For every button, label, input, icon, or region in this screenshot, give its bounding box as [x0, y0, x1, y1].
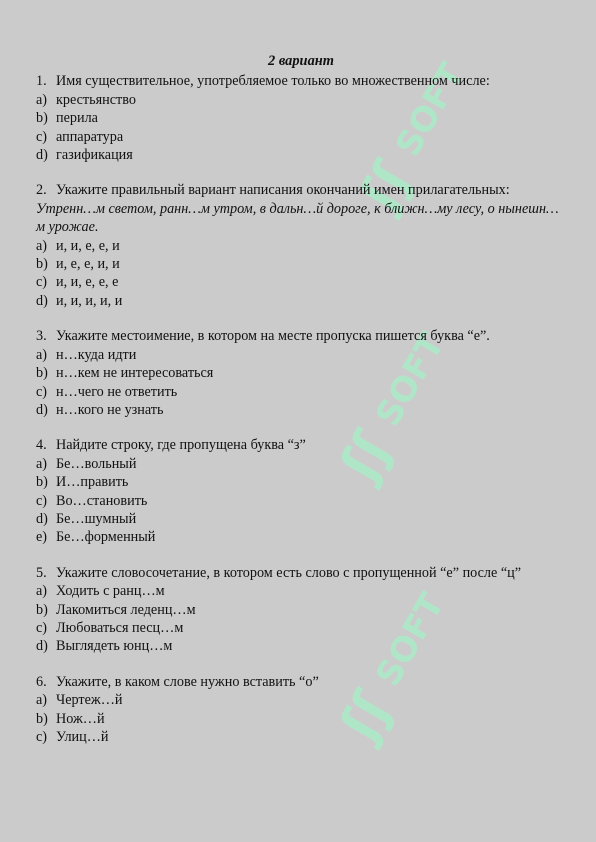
question-statement: Имя существительное, употребляемое только во множественном числе: — [56, 73, 490, 90]
option-letter: d) — [36, 292, 48, 309]
question-number: 5. — [36, 564, 47, 581]
svg-text:SOFT: SOFT — [368, 586, 453, 694]
answer-option — [36, 510, 566, 528]
answer-option — [36, 128, 566, 146]
answer-option — [36, 473, 566, 491]
svg-text:ʃʃ: ʃʃ — [329, 682, 404, 751]
option-letter: d) — [36, 638, 48, 655]
answer-option — [36, 637, 566, 655]
option-letter: b) — [36, 365, 48, 382]
question-text — [36, 673, 566, 691]
option-text: н…кем не интересоваться — [56, 365, 214, 382]
option-letter: b) — [36, 110, 48, 127]
answer-option — [36, 601, 566, 619]
option-letter: a) — [36, 692, 48, 709]
option-letter: a) — [36, 583, 48, 600]
question-number: 3. — [36, 328, 47, 345]
answer-option — [36, 255, 566, 273]
page-title: 2 вариант — [268, 53, 334, 69]
question-number: 6. — [36, 673, 47, 690]
answer-option — [36, 455, 566, 473]
option-letter: c) — [36, 492, 48, 509]
svg-text:SOFT: SOFT — [388, 56, 473, 164]
question-4 — [36, 436, 566, 546]
answer-option — [36, 492, 566, 510]
question-6 — [36, 673, 566, 747]
svg-text:ʃʃ: ʃʃ — [349, 152, 424, 221]
question-prompt: Утренн…м светом, ранн…м утром, в дальн…й дороге, к ближн…му лесу, о нынешн…м урожае. — [36, 200, 559, 236]
answer-option — [36, 292, 566, 310]
question-statement: Укажите, в каком слове нужно вставить “о” — [56, 673, 319, 690]
answer-option — [36, 710, 566, 728]
option-text: н…чего не ответить — [56, 383, 178, 400]
option-text: Бе…форменный — [56, 529, 156, 546]
option-letter: c) — [36, 619, 48, 636]
answer-option — [36, 619, 566, 637]
question-statement: Укажите правильный вариант написания окончаний имен прилагательных: — [56, 182, 510, 199]
answer-option — [36, 528, 566, 546]
question-statement: Укажите местоимение, в котором на месте пропуска пишется буква “е”. — [56, 328, 490, 345]
answer-option — [36, 273, 566, 291]
question-text — [36, 72, 566, 90]
question-text — [36, 436, 566, 454]
question-statement: Найдите строку, где пропущена буква “з” — [56, 437, 306, 454]
option-text: Любоваться песц…м — [56, 619, 184, 636]
option-letter: b) — [36, 710, 48, 727]
option-text: крестьянство — [56, 91, 136, 108]
option-text: И…править — [56, 474, 129, 491]
option-letter: b) — [36, 256, 48, 273]
answer-option — [36, 346, 566, 364]
option-letter: d) — [36, 401, 48, 418]
option-text: Нож…й — [56, 710, 105, 727]
svg-text:ʃʃ: ʃʃ — [329, 422, 404, 491]
answer-option — [36, 364, 566, 382]
option-text: Чертеж…й — [56, 692, 123, 709]
option-letter: a) — [36, 455, 48, 472]
option-text: и, и, е, е, и — [56, 237, 120, 254]
option-text: Лакомиться леденц…м — [56, 601, 196, 618]
option-text: и, е, е, и, и — [56, 256, 120, 273]
answer-option — [36, 146, 566, 164]
svg-text:SOFT: SOFT — [368, 326, 453, 434]
question-3 — [36, 327, 566, 419]
option-text: Ходить с ранц…м — [56, 583, 165, 600]
question-list — [36, 72, 566, 746]
question-text — [36, 564, 566, 582]
option-letter: c) — [36, 383, 48, 400]
option-text: перила — [56, 110, 98, 127]
option-text: Бе…шумный — [56, 510, 137, 527]
option-letter: c) — [36, 128, 48, 145]
option-text: н…куда идти — [56, 346, 137, 363]
option-text: аппаратура — [56, 128, 124, 145]
option-letter: d) — [36, 510, 48, 527]
option-text: Выглядеть юнц…м — [56, 638, 173, 655]
option-letter: a) — [36, 346, 48, 363]
option-letter: b) — [36, 474, 48, 491]
option-text: Бе…вольный — [56, 455, 137, 472]
question-number: 1. — [36, 73, 47, 90]
question-5 — [36, 564, 566, 656]
question-1 — [36, 72, 566, 164]
option-text: Улиц…й — [56, 729, 109, 745]
answer-option — [36, 582, 566, 600]
document-content — [36, 52, 566, 763]
question-number: 2. — [36, 182, 47, 199]
option-letter: a) — [36, 237, 48, 254]
option-text: газификация — [56, 147, 133, 164]
option-letter: c) — [36, 729, 48, 745]
answer-option — [36, 109, 566, 127]
question-number: 4. — [36, 437, 47, 454]
option-letter: c) — [36, 274, 48, 291]
option-letter: b) — [36, 601, 48, 618]
question-statement: Укажите словосочетание, в котором есть слово с пропущенной “е” после “ц” — [56, 564, 522, 581]
option-letter: d) — [36, 147, 48, 164]
option-letter: a) — [36, 91, 48, 108]
question-2 — [36, 181, 566, 310]
option-letter: e) — [36, 529, 48, 546]
answer-option — [36, 237, 566, 255]
answer-option — [36, 91, 566, 109]
option-text: Во…становить — [56, 492, 148, 509]
question-text — [36, 327, 566, 345]
answer-option — [36, 728, 566, 746]
question-text — [36, 181, 566, 199]
answer-option — [36, 691, 566, 709]
answer-option — [36, 383, 566, 401]
option-text: и, и, и, и, и — [56, 292, 123, 309]
option-text: и, и, е, е, е — [56, 274, 119, 291]
answer-option — [36, 401, 566, 419]
option-text: н…кого не узнать — [56, 401, 164, 418]
